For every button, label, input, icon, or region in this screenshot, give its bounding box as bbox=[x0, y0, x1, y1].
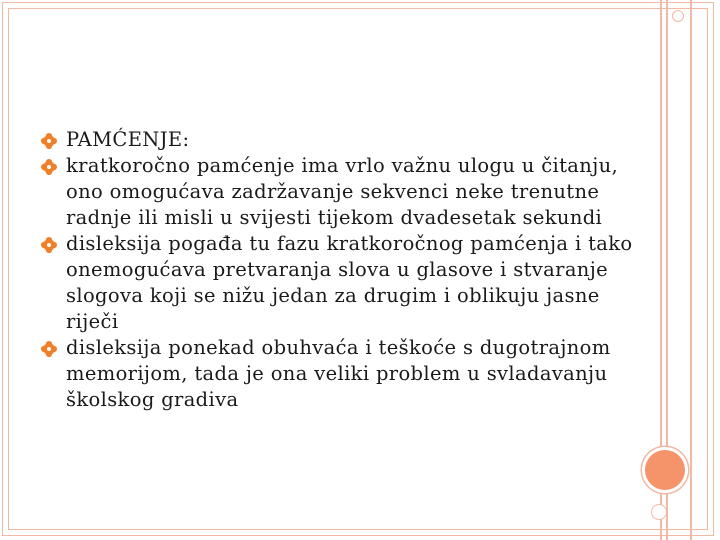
decorative-line bbox=[690, 0, 692, 540]
decorative-small-circle bbox=[651, 504, 667, 520]
bullet-text: kratkoročno pamćenje ima vrlo važnu ulogu u čitanju, ono omogućava zadržavanje sekvenci neke trenutne radnje ili misli u svijesti tijekom dvadesetak sekundi bbox=[66, 154, 619, 229]
decorative-small-circle bbox=[672, 10, 684, 22]
bullet-flower-icon bbox=[41, 159, 57, 175]
bullet-item bbox=[41, 231, 641, 335]
bullet-text: disleksija pogađa tu fazu kratkoročnog pamćenja i tako onemogućava pretvaranja slova u glasove i stvaranje slogova koji se nižu jedan za drugim i oblikuju jasne riječi bbox=[66, 232, 633, 333]
bullet-text: disleksija ponekad obuhvaća i teškoće s dugotrajnom memorijom, tada je ona veliki problem u svladavanju školskog gradiva bbox=[66, 336, 611, 411]
bullet-list bbox=[41, 127, 641, 413]
decorative-orange-circle bbox=[645, 450, 685, 490]
bullet-text: PAMĆENJE: bbox=[66, 128, 190, 151]
bullet-flower-icon bbox=[41, 341, 57, 357]
bullet-item bbox=[41, 335, 641, 413]
bullet-item bbox=[41, 127, 641, 153]
bullet-flower-icon bbox=[41, 237, 57, 253]
bullet-item bbox=[41, 153, 641, 231]
bullet-flower-icon bbox=[41, 133, 57, 149]
